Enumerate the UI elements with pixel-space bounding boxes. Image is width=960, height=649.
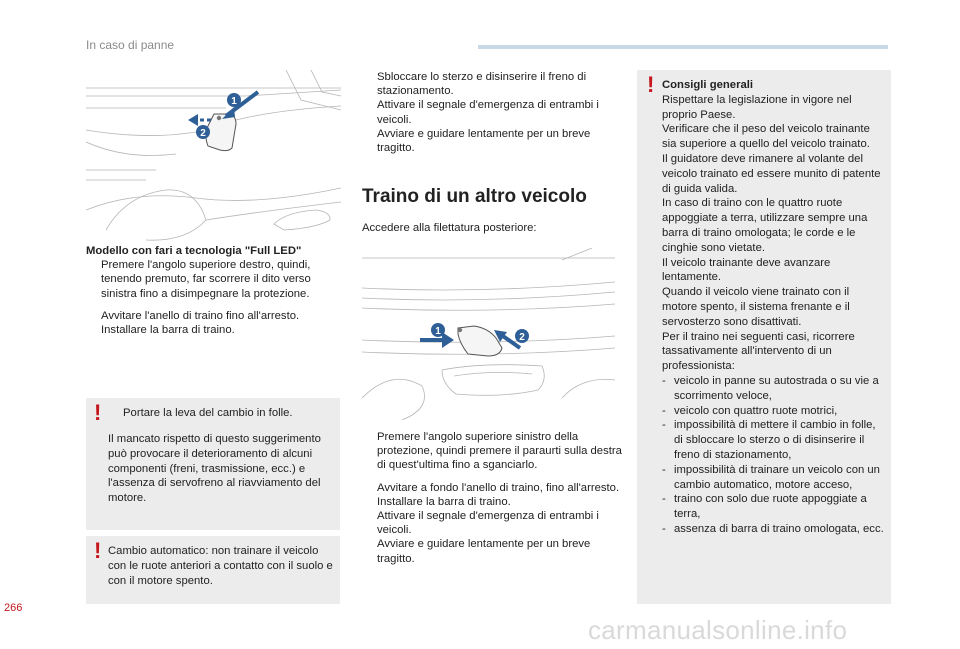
bullet-icon [362, 430, 377, 473]
bullet-icon [362, 537, 377, 565]
list-item [362, 509, 630, 537]
dash-marker: - [662, 404, 666, 417]
warning-icon: ! [94, 538, 102, 563]
list-item [662, 492, 886, 522]
callout-2-label: 2 [519, 332, 525, 343]
bullet-icon [86, 258, 101, 301]
step-text: Avvitare l'anello di traino fino all'arresto. [101, 309, 300, 322]
middle-column-bottom [362, 430, 630, 566]
advice-paragraph: Quando il veicolo viene trainato con il motore spento, il sistema frenante e il servosterzo sono disattivati. [662, 286, 850, 328]
warning-text: Cambio automatico: non trainare il veicolo con le ruote anteriori a contatto con il suolo e con il motore spento. [108, 545, 333, 587]
bullet-icon [108, 406, 123, 421]
front-bumper-illustration [86, 70, 341, 242]
list-item [362, 70, 630, 98]
warning-text: Il mancato rispetto di questo suggerimento può provocare il deterioramento di alcuni componenti (freni, trasmissione, ecc.) e l'assenza di servofreno al riavviamento del motore. [108, 433, 321, 505]
dash-marker: - [662, 419, 666, 432]
warning-icon: ! [94, 400, 102, 425]
bullet-icon [362, 127, 377, 155]
step-text: Installare la barra di traino. [377, 495, 511, 508]
watermark: carmanualsonline.info [588, 615, 848, 645]
list-item [362, 481, 630, 495]
bullet-icon [362, 495, 377, 509]
list-item [662, 404, 886, 419]
list-item [86, 309, 342, 323]
advice-paragraph: Verificare che il peso del veicolo trainante sia superiore a quello del veicolo trainato. [662, 123, 870, 151]
list-item [662, 374, 886, 404]
dash-marker: - [662, 463, 666, 476]
case-text: veicolo in panne su autostrada o su vie a scorrimento veloce, [674, 374, 879, 402]
list-item [362, 127, 630, 155]
step-text: Avvitare a fondo l'anello di traino, fino all'arresto. [377, 481, 620, 494]
step-text: Installare la barra di traino. [101, 324, 235, 337]
list-item [362, 430, 630, 473]
step-text: Avviare e guidare lentamente per un breve tragitto. [377, 127, 591, 155]
callout-1-label: 1 [435, 326, 441, 337]
page-number: 266 [4, 602, 23, 614]
list-item [108, 406, 336, 421]
middle-column-top [362, 70, 630, 155]
list-item [362, 537, 630, 565]
section-header-title: In caso di panne [86, 38, 175, 52]
list-item [362, 495, 630, 509]
callout-1-label: 1 [231, 96, 237, 107]
model-label [86, 244, 342, 258]
list-item [662, 522, 886, 537]
dash-marker: - [662, 374, 666, 387]
list-item [362, 98, 630, 126]
case-text: veicolo con quattro ruote motrici, [674, 404, 838, 417]
advice-paragraph: Il guidatore deve rimanere al volante del veicolo trainato ed essere munito di patente di guida valida. [662, 152, 881, 195]
dash-marker: - [662, 522, 666, 535]
callout-2-label: 2 [200, 128, 206, 139]
warning-box-neutral [86, 398, 340, 530]
list-item [86, 258, 342, 301]
advice-paragraph: Il veicolo trainante deve avanzare lentamente. [662, 256, 831, 284]
general-advice-box [637, 70, 891, 604]
step-text: Premere l'angolo superiore sinistro della protezione, quindi premere il paraurti sulla destra di quest'ultima fino a sganciarlo. [377, 431, 622, 472]
rear-bumper-illustration [362, 248, 615, 420]
list-item [662, 418, 886, 462]
advice-paragraph: Rispettare la legislazione in vigore nel proprio Paese. [662, 93, 852, 121]
step-text: Premere l'angolo superiore destro, quindi, tenendo premuto, far scorrere il dito verso sinistra fino a disimpegnare la protezione. [101, 259, 311, 300]
warning-box-automatic [86, 536, 340, 604]
advice-title: Consigli generali [662, 79, 754, 91]
list-item [86, 323, 342, 337]
case-text: impossibilità di trainare un veicolo con un cambio automatico, motore acceso, [674, 463, 880, 491]
case-text: traino con solo due ruote appoggiate a terra, [674, 493, 867, 521]
list-item [662, 463, 886, 493]
dash-marker: - [662, 493, 666, 506]
intro-text: Accedere alla filettatura posteriore: [362, 222, 537, 234]
step-text: Attivare il segnale d'emergenza di entrambi i veicoli. [377, 99, 599, 126]
model-label-prefix: Modello con fari a tecnologia [86, 245, 245, 257]
case-text: assenza di barra di traino omologata, ecc. [674, 522, 884, 535]
case-text: impossibilità di mettere il cambio in folle, di sbloccare lo sterzo o di disinserire il freno di stazionamento, [674, 419, 876, 461]
warning-icon: ! [647, 72, 655, 97]
bullet-icon [86, 309, 101, 323]
section-title: Traino di un altro veicolo [362, 186, 587, 207]
warning-line: Portare la leva del cambio in folle. [123, 407, 293, 419]
bullet-icon [362, 98, 377, 126]
step-text: Avviare e guidare lentamente per un breve tragitto. [377, 538, 591, 565]
bullet-icon [362, 481, 377, 495]
bullet-icon [362, 509, 377, 537]
left-column-text [86, 244, 342, 337]
model-label-name: "Full LED" [244, 245, 302, 257]
advice-paragraph: In caso di traino con le quattro ruote appoggiate a terra, utilizzare sempre una barra di traino omologata; le corde e le cinghie sono vietate. [662, 197, 868, 254]
bullet-icon [86, 323, 101, 337]
step-text: Attivare il segnale d'emergenza di entrambi i veicoli. [377, 510, 599, 537]
header-bar [478, 45, 888, 49]
advice-paragraph: Per il traino nei seguenti casi, ricorrere tassativamente all'intervento di un professionista: [662, 330, 855, 373]
bullet-icon [362, 70, 377, 98]
step-text: Sbloccare lo sterzo e disinserire il freno di stazionamento. [377, 71, 587, 98]
